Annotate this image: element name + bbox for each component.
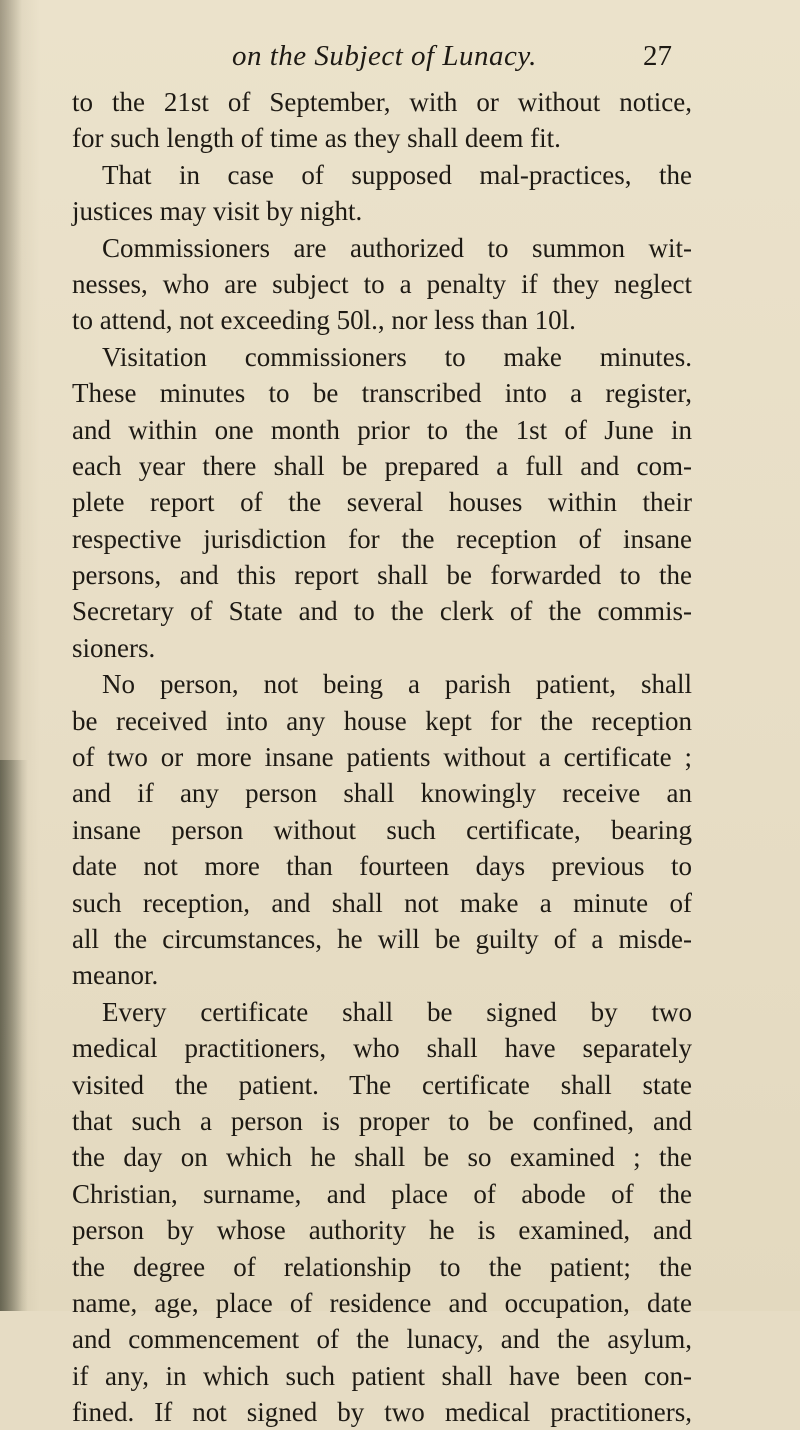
text-line: each year there shall be prepared a full and com-	[72, 450, 692, 481]
page-number: 27	[643, 40, 672, 72]
text-line: and commencement of the lunacy, and the asylum,	[72, 1324, 692, 1355]
text-line: be received into any house kept for the reception	[72, 705, 692, 736]
body-text	[72, 84, 692, 1430]
text-line: such reception, and shall not make a minute of	[72, 887, 692, 918]
text-line: nesses, who are subject to a penalty if they neglect	[72, 268, 692, 299]
text-line: to the 21st of September, with or without notice,	[72, 87, 692, 117]
text-line: person by whose authority he is examined, and	[72, 1215, 692, 1246]
text-line: That in case of supposed mal-practices, the	[102, 159, 692, 190]
text-line: Visitation commissioners to make minutes.	[102, 341, 692, 372]
text-line: medical practitioners, who shall have separately	[72, 1033, 692, 1064]
text-line: sioners.	[72, 632, 156, 663]
text-line: justices may visit by night.	[72, 196, 363, 227]
text-line: for such length of time as they shall deem fit.	[72, 123, 561, 154]
text-line: meanor.	[72, 960, 159, 991]
running-head	[0, 40, 800, 80]
text-line: the day on which he shall be so examined ; the	[72, 1142, 692, 1173]
text-line: Commissioners are authorized to summon wit-	[102, 232, 692, 263]
text-line: to attend, not exceeding 50l., nor less than 10l.	[72, 305, 576, 336]
text-line: that such a person is proper to be confined, and	[72, 1105, 692, 1136]
text-line: plete report of the several houses within their	[72, 487, 692, 518]
text-line: respective jurisdiction for the reception of insane	[72, 523, 692, 554]
text-line: all the circumstances, he will be guilty of a misde-	[72, 923, 692, 954]
running-title: on the Subject of Lunacy.	[232, 40, 537, 72]
text-line: if any, in which such patient shall have been con-	[72, 1360, 692, 1391]
text-line: insane person without such certificate, bearing	[72, 814, 692, 845]
text-line: and if any person shall knowingly receive an	[72, 778, 692, 809]
text-line: visited the patient. The certificate shall state	[72, 1069, 692, 1100]
text-line: name, age, place of residence and occupation, date	[72, 1287, 692, 1318]
text-line: fined. If not signed by two medical practitioners,	[72, 1397, 692, 1428]
text-line: date not more than fourteen days previous to	[72, 851, 692, 882]
text-line: Secretary of State and to the clerk of the commis-	[72, 596, 692, 627]
text-line: Every certificate shall be signed by two	[102, 996, 692, 1027]
text-line: the degree of relationship to the patient; the	[72, 1251, 692, 1282]
binding-gutter-shadow-lower	[0, 760, 28, 1311]
text-line: of two or more insane patients without a certificate ;	[72, 742, 692, 773]
text-line: and within one month prior to the 1st of June in	[72, 414, 692, 445]
text-line: No person, not being a parish patient, shall	[102, 669, 692, 700]
text-line: persons, and this report shall be forwarded to the	[72, 560, 692, 591]
text-line: These minutes to be transcribed into a register,	[72, 378, 692, 409]
text-line: Christian, surname, and place of abode of the	[72, 1178, 692, 1209]
